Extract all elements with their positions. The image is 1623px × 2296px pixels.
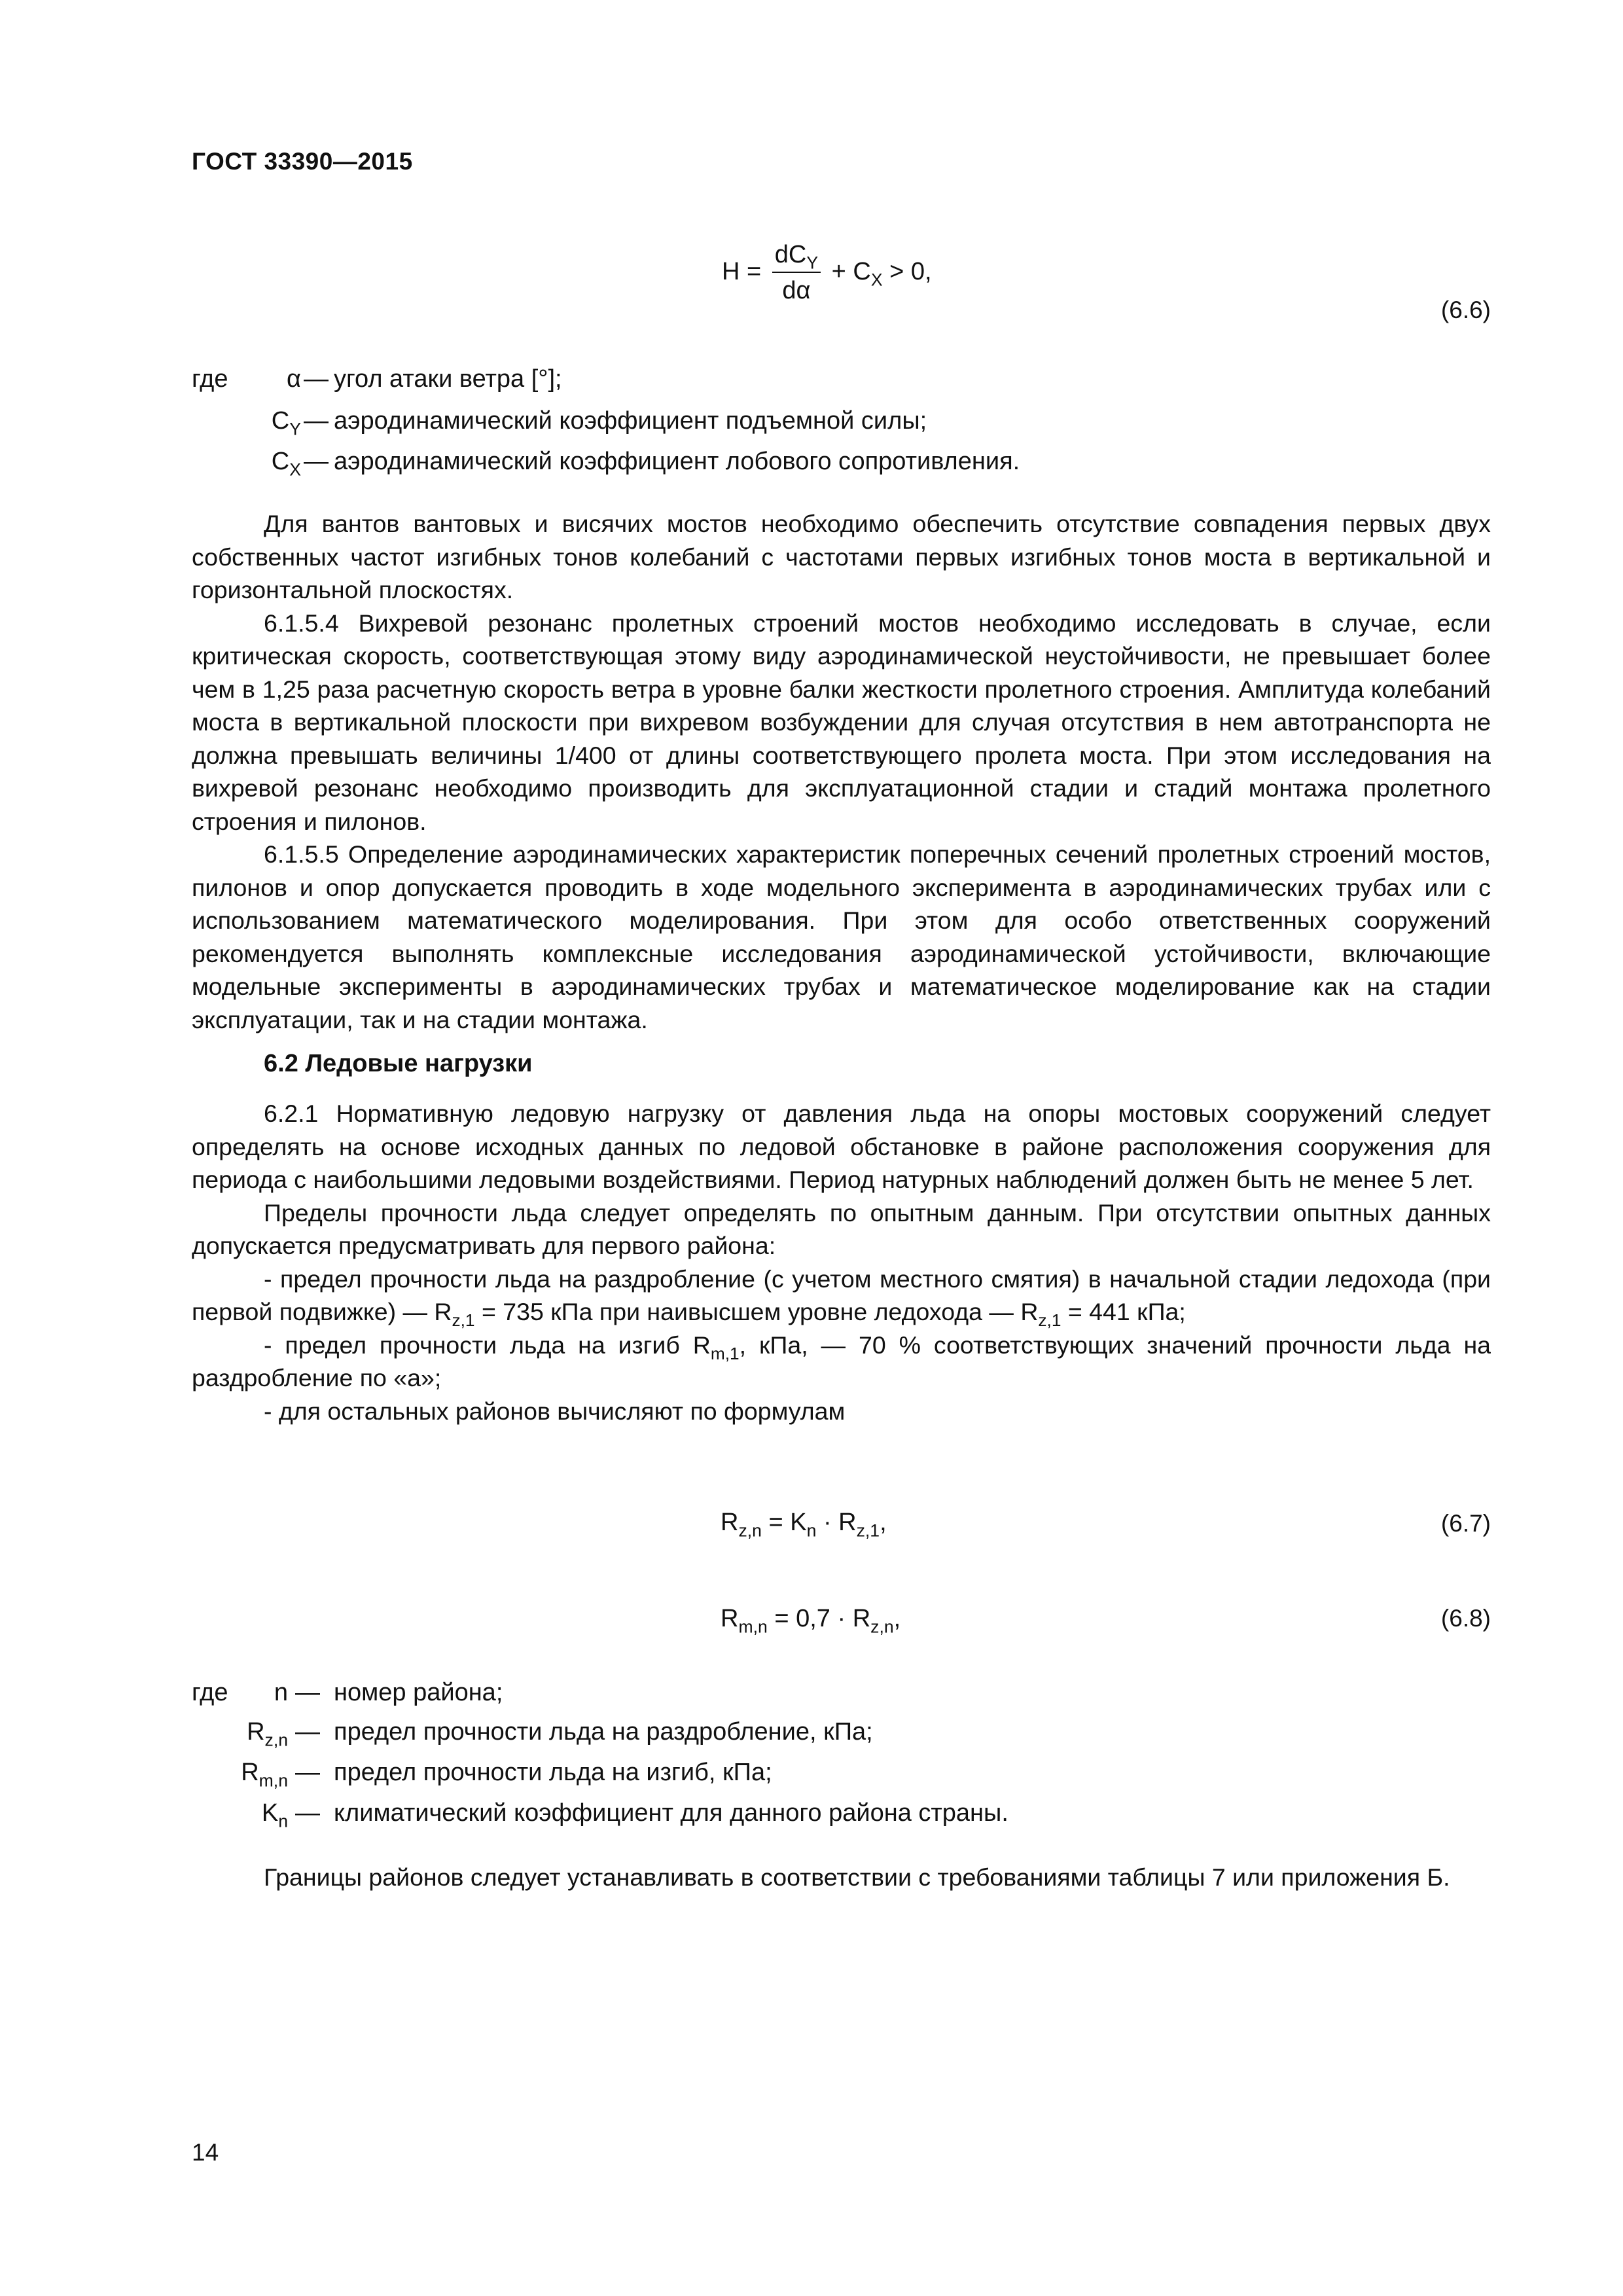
list-sub: z,1 bbox=[1038, 1310, 1061, 1331]
symbol-main: C bbox=[271, 448, 290, 475]
list-text: - предел прочности льда на изгиб R bbox=[264, 1331, 711, 1359]
where-label: где bbox=[192, 1679, 228, 1706]
formula-part: R bbox=[721, 1509, 739, 1536]
definition-text: аэродинамический коэффициент лобового сопротивления. bbox=[334, 448, 1020, 475]
equation-number-6-7: (6.7) bbox=[1440, 1510, 1491, 1537]
formula-sub: z,n bbox=[738, 1520, 762, 1541]
definition-dash: — bbox=[304, 365, 329, 393]
section-heading: 6.2 Ледовые нагрузки bbox=[264, 1050, 533, 1077]
definition-symbol bbox=[274, 1679, 288, 1707]
numerator-main: dC bbox=[774, 241, 807, 268]
formula-part: = K bbox=[761, 1509, 807, 1536]
definition-symbol bbox=[247, 1718, 288, 1750]
page-number: 14 bbox=[192, 2139, 219, 2166]
definition-dash: — bbox=[304, 407, 329, 435]
definition-symbol bbox=[241, 1759, 288, 1791]
definition-dash: — bbox=[295, 1799, 320, 1827]
symbol-sub: z,n bbox=[264, 1730, 288, 1750]
symbol-main: K bbox=[261, 1799, 279, 1827]
definition-text: климатический коэффициент для данного района страны. bbox=[334, 1799, 1008, 1827]
definition-text: аэродинамический коэффициент подъемной силы; bbox=[334, 407, 927, 435]
formula-part: , bbox=[880, 1509, 887, 1536]
definition-text: номер района; bbox=[334, 1679, 503, 1706]
numerator-sub: Y bbox=[806, 253, 819, 273]
definition-dash: — bbox=[295, 1679, 320, 1706]
definition-text: предел прочности льда на раздробление, кПа; bbox=[334, 1718, 873, 1746]
symbol-sub: m,n bbox=[259, 1770, 288, 1791]
list-sub: m,1 bbox=[710, 1343, 740, 1363]
formula-part: · R bbox=[816, 1509, 857, 1536]
symbol-sub: Y bbox=[289, 419, 301, 439]
paragraph: Границы районов следует устанавливать в соответствии с требованиями таблицы 7 или приложения Б. bbox=[264, 1863, 1450, 1891]
formula-sub: z,n bbox=[870, 1617, 894, 1637]
formula-sub: m,n bbox=[738, 1617, 768, 1637]
list-text: , кПа, — 70 % соответствующих значений прочности льда на раздробление по «а»; bbox=[192, 1331, 1491, 1391]
symbol-main: n bbox=[274, 1679, 288, 1706]
list-item: - для остальных районов вычисляют по формулам bbox=[264, 1397, 846, 1425]
symbol-main: R bbox=[247, 1718, 265, 1746]
formula-part: R bbox=[721, 1605, 739, 1632]
definition-symbol bbox=[261, 1799, 288, 1831]
formula-rest-b: > 0, bbox=[889, 258, 932, 286]
formula-sub: z,1 bbox=[856, 1520, 880, 1541]
symbol-main: α bbox=[287, 365, 301, 393]
formula-lhs: H = bbox=[722, 258, 762, 286]
definition-dash: — bbox=[295, 1759, 320, 1786]
paragraph: 6.1.5.5 Определение аэродинамических характеристик поперечных сечений пролетных строений мостов, пилонов и опор допускается проводить в ходе модельного эксперимента в аэродинамических трубах или с использованием математического моделирования. При этом для особо ответственных сооружений рекомендуется выполнять комплексные исследования аэродинамической устойчивости, включающие модельные эксперименты в аэродинамических трубах и математическое моделирование как на стадии эксплуатации, так и на стадии монтажа. bbox=[192, 840, 1491, 1033]
definition-dash: — bbox=[304, 448, 329, 475]
list-sub: z,1 bbox=[452, 1310, 475, 1331]
definition-text: предел прочности льда на изгиб, кПа; bbox=[334, 1759, 772, 1786]
symbol-main: C bbox=[271, 407, 290, 435]
formula-sub: n bbox=[806, 1520, 817, 1541]
list-text: = 441 кПа; bbox=[1061, 1298, 1186, 1325]
text-block-3 bbox=[192, 1861, 1491, 1894]
document-code: ГОСТ 33390—2015 bbox=[192, 148, 413, 175]
paragraph: 6.2.1 Нормативную ледовую нагрузку от давления льда на опоры мостовых сооружений следует определять на основе исходных данных по ледовой обстановке в районе расположения сооружения для периода с наибольшими ледовыми воздействиями. Период натурных наблюдений должен быть не менее 5 лет. bbox=[192, 1100, 1491, 1193]
equation-number-6-6: (6.6) bbox=[1440, 296, 1491, 323]
definition-text: угол атаки ветра [°]; bbox=[334, 365, 562, 393]
formula-rest-sub: X bbox=[870, 270, 883, 290]
definition-dash: — bbox=[295, 1718, 320, 1746]
paragraph: Для вантов вантовых и висячих мостов необходимо обеспечить отсутствие совпадения первых двух собственных частот изгибных тонов колебаний с частотами первых изгибных тонов моста в вертикальной и горизонтальной плоскостях. bbox=[192, 510, 1491, 603]
formula-part: = 0,7 · R bbox=[767, 1605, 871, 1632]
formula-rest-a: + C bbox=[831, 258, 871, 286]
symbol-sub: n bbox=[278, 1811, 288, 1831]
equation-number-6-8: (6.8) bbox=[1440, 1605, 1491, 1632]
symbol-main: R bbox=[241, 1759, 259, 1786]
paragraph: 6.1.5.4 Вихревой резонанс пролетных строений мостов необходимо исследовать в случае, если критическая скорость, соответствующая этому виду аэродинамической неустойчивости, не превышает более чем в 1,25 раза расчетную скорость ветра в уровне балки жесткости пролетного строения. Амплитуда колебаний моста в вертикальной плоскости при вихревом возбуждении для случая отсутствия в нем автотранспорта не должна превышать величины 1/400 от длины соответствующего пролета моста. При этом исследования на вихревой резонанс необходимо производить для эксплуатационной стадии и стадий монтажа пролетного строения и пилонов. bbox=[192, 609, 1491, 835]
symbol-sub: X bbox=[289, 459, 301, 480]
formula-part: , bbox=[893, 1605, 901, 1632]
fraction-denominator: dα bbox=[782, 277, 811, 304]
list-text: - предел прочности льда на раздробление (с учетом местного смятия) в начальной стадии ледохода (при первой подвижке) — R bbox=[192, 1265, 1491, 1325]
where-label: где bbox=[192, 365, 228, 393]
list-text: = 735 кПа при наивысшем уровне ледохода — R bbox=[474, 1298, 1039, 1325]
paragraph: Пределы прочности льда следует определять по опытным данным. При отсутствии опытных данных допускается предусматривать для первого района: bbox=[192, 1198, 1491, 1259]
